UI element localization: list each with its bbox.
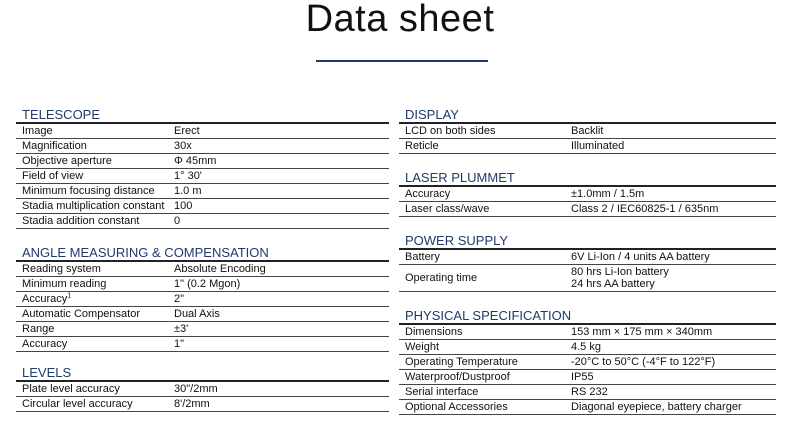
spec-value: 30"/2mm [168, 382, 389, 397]
spec-label [16, 292, 168, 307]
spec-value: Φ 45mm [168, 154, 389, 169]
table-row [16, 307, 389, 322]
spec-label: Dimensions [399, 325, 565, 340]
section-display [399, 106, 776, 154]
spec-value: Dual Axis [168, 307, 389, 322]
spec-label: Serial interface [399, 385, 565, 400]
spec-table [16, 262, 389, 352]
spec-label: Accuracy [399, 187, 565, 202]
table-row [399, 385, 776, 400]
page-title: Data sheet [305, 0, 495, 40]
spec-value: RS 232 [565, 385, 776, 400]
spec-value: 1" [168, 337, 389, 352]
spec-table [399, 250, 776, 292]
section-title: LEVELS [16, 364, 389, 382]
spec-value: 30x [168, 139, 389, 154]
table-row [16, 277, 389, 292]
spec-label: Range [16, 322, 168, 337]
spec-value: 1.0 m [168, 184, 389, 199]
spec-table [399, 124, 776, 154]
spec-label: Automatic Compensator [16, 307, 168, 322]
spec-value [565, 265, 776, 292]
spec-label: Plate level accuracy [16, 382, 168, 397]
spec-value: Illuminated [565, 139, 776, 154]
section-title: DISPLAY [399, 106, 776, 124]
spec-label: Circular level accuracy [16, 397, 168, 412]
spec-table [399, 187, 776, 217]
spec-label: Magnification [16, 139, 168, 154]
table-row [399, 124, 776, 139]
spec-value: 100 [168, 199, 389, 214]
spec-value: 4.5 kg [565, 340, 776, 355]
spec-label: Optional Accessories [399, 400, 565, 415]
spec-value-line: 80 hrs Li-Ion battery [571, 266, 669, 278]
spec-table [16, 124, 389, 229]
footnote-marker: 1 [67, 292, 72, 300]
spec-label: Reading system [16, 262, 168, 277]
spec-label: Minimum focusing distance [16, 184, 168, 199]
spec-label: Stadia multiplication constant [16, 199, 168, 214]
spec-label: Waterproof/Dustproof [399, 370, 565, 385]
spec-value: Erect [168, 124, 389, 139]
section-title: LASER PLUMMET [399, 169, 776, 187]
spec-value: 2" [168, 292, 389, 307]
spec-label: Field of view [16, 169, 168, 184]
section-telescope [16, 106, 389, 229]
spec-value: Diagonal eyepiece, battery charger [565, 400, 776, 415]
table-row [399, 400, 776, 415]
table-row [16, 214, 389, 229]
section-physical-specification [399, 307, 776, 415]
spec-label: Minimum reading [16, 277, 168, 292]
title-underline [316, 60, 488, 62]
table-row [16, 382, 389, 397]
table-row [16, 199, 389, 214]
table-row [16, 169, 389, 184]
spec-label: Battery [399, 250, 565, 265]
spec-label: Operating Temperature [399, 355, 565, 370]
spec-label: Stadia addition constant [16, 214, 168, 229]
spec-value: Class 2 / IEC60825-1 / 635nm [565, 202, 776, 217]
spec-label: LCD on both sides [399, 124, 565, 139]
spec-value: IP55 [565, 370, 776, 385]
table-row [399, 250, 776, 265]
spec-label: Objective aperture [16, 154, 168, 169]
section-title: PHYSICAL SPECIFICATION [399, 307, 776, 325]
spec-value: 1" (0.2 Mgon) [168, 277, 389, 292]
spec-value: -20°C to 50°C (-4°F to 122°F) [565, 355, 776, 370]
right-column [399, 106, 776, 415]
left-column [16, 106, 389, 412]
section-levels [16, 364, 389, 412]
spec-label: Operating time [399, 265, 565, 292]
section-title: ANGLE MEASURING & COMPENSATION [16, 244, 389, 262]
table-row [16, 322, 389, 337]
section-laser-plummet [399, 169, 776, 217]
spec-value: Backlit [565, 124, 776, 139]
spec-value: Absolute Encoding [168, 262, 389, 277]
section-angle-measuring [16, 244, 389, 352]
spec-value: 1° 30' [168, 169, 389, 184]
table-row [399, 139, 776, 154]
spec-value: 0 [168, 214, 389, 229]
spec-label: Image [16, 124, 168, 139]
section-title: TELESCOPE [16, 106, 389, 124]
table-row [399, 202, 776, 217]
spec-label: Weight [399, 340, 565, 355]
section-power-supply [399, 232, 776, 292]
table-row [399, 265, 776, 292]
table-row [16, 262, 389, 277]
table-row [399, 340, 776, 355]
table-row [16, 397, 389, 412]
table-row [399, 355, 776, 370]
table-row [399, 187, 776, 202]
spec-table [399, 325, 776, 415]
section-title: POWER SUPPLY [399, 232, 776, 250]
table-row [16, 184, 389, 199]
table-row [16, 154, 389, 169]
spec-label-text: Accuracy [22, 293, 68, 305]
spec-label: Reticle [399, 139, 565, 154]
table-row [16, 292, 389, 307]
spec-value: ±1.0mm / 1.5m [565, 187, 776, 202]
table-row [399, 325, 776, 340]
spec-value: ±3' [168, 322, 389, 337]
spec-table [16, 382, 389, 412]
table-row [16, 124, 389, 139]
table-row [16, 139, 389, 154]
table-row [16, 337, 389, 352]
spec-value: 8'/2mm [168, 397, 389, 412]
spec-value: 6V Li-Ion / 4 units AA battery [565, 250, 776, 265]
spec-value-line: 24 hrs AA battery [571, 278, 655, 290]
spec-label: Laser class/wave [399, 202, 565, 217]
table-row [399, 370, 776, 385]
spec-value: 153 mm × 175 mm × 340mm [565, 325, 776, 340]
spec-label: Accuracy [16, 337, 168, 352]
